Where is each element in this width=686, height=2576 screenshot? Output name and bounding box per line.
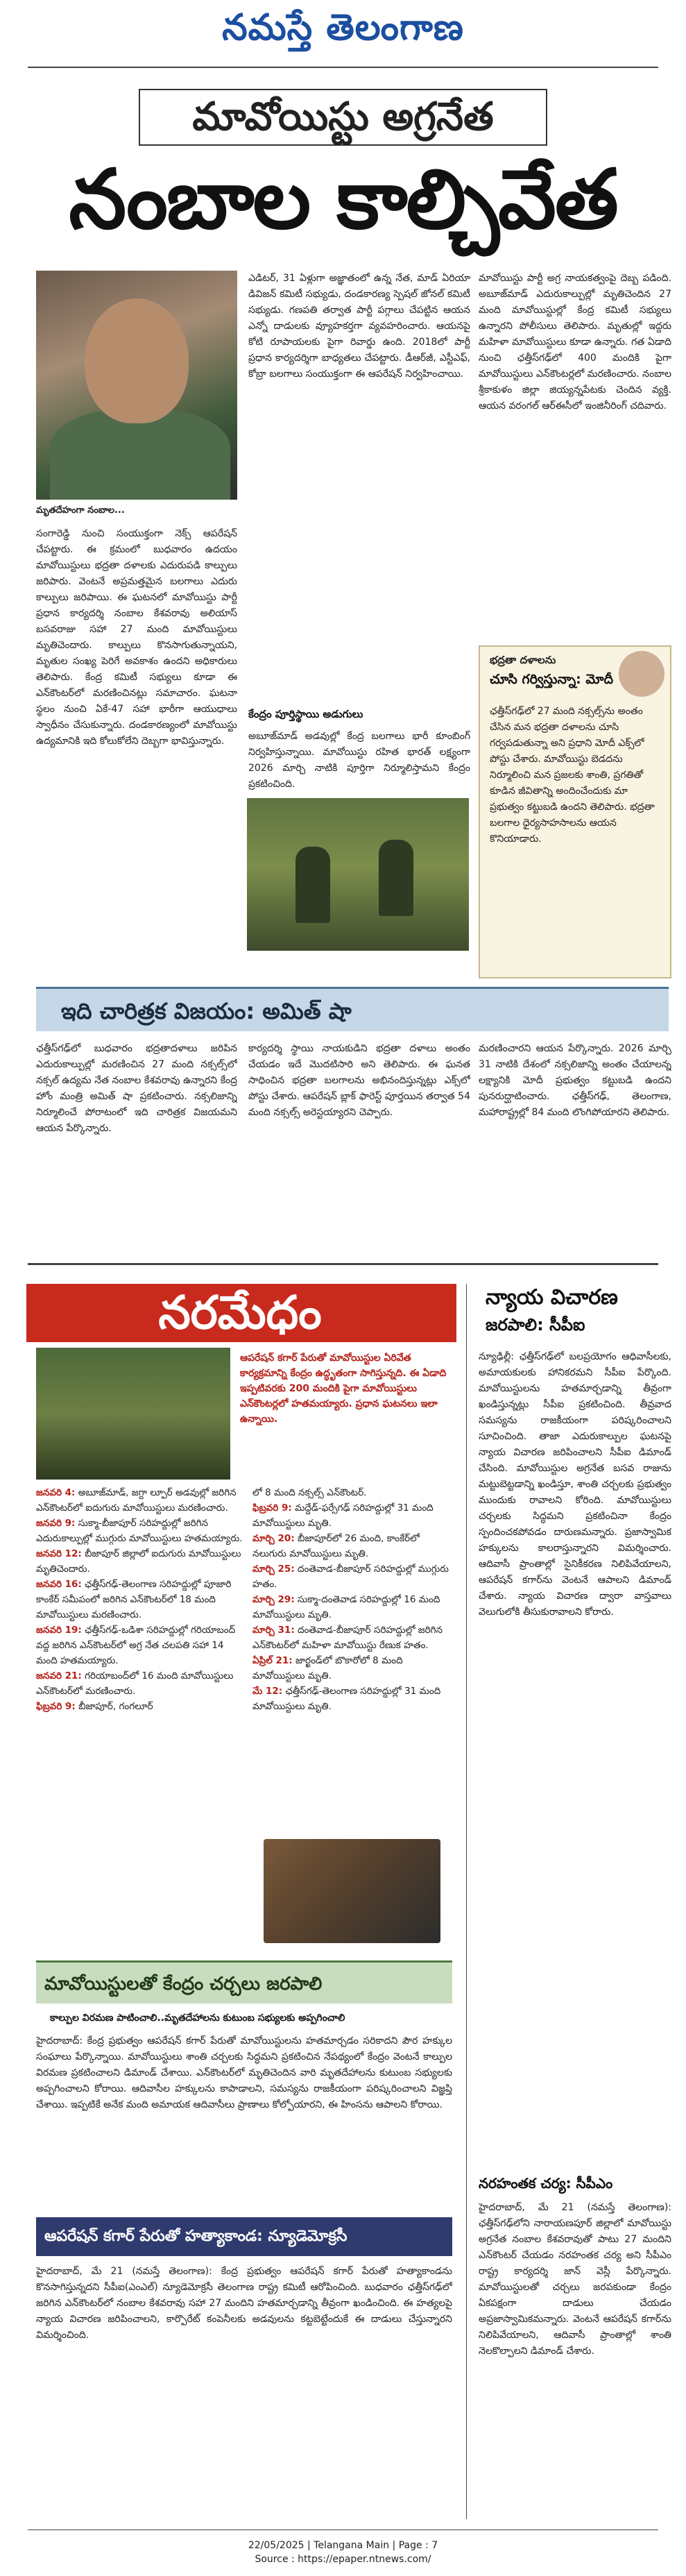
modi-body: ఛత్తీస్‌గఢ్‌లో 27 మంది నక్సల్స్‌ను అంతం చేసిన మన భద్రతా దళాలను చూసి గర్వపడుతున్నా అని ప్రధాని మోదీ ఎక్స్‌లో పోస్టు చేశారు. మావోయిస్టు బెడదను నిర్మూలించి మన ప్రజలకు శాంతి, ప్రగతితో కూడిన జీవితాన్ని అందించేందుకు మా ప్రభుత్వం కట్టుబడి ఉందని తెలిపారు. భద్రతా బలగాల ధైర్యసాహసాలను ఆయన కొనియాడారు. bbox=[490, 706, 655, 845]
photo-face-shape bbox=[85, 298, 189, 423]
lead-subheading: కేంద్రం పూర్తిస్థాయి అడుగులు bbox=[248, 708, 363, 720]
narmedham-headline: నరమేధం bbox=[158, 1286, 322, 1339]
nambala-photo bbox=[36, 271, 237, 500]
timeline-entry: మే 12: ఛత్తీస్‌గఢ్-తెలంగాణ సరిహద్దుల్లో 31 మంది మావోయిస్టులు మృతి. bbox=[252, 1686, 441, 1712]
amit-column-1: ఛత్తీస్‌గఢ్‌లో బుధవారం భద్రతాదళాలు జరిపిన ఎదురుకాల్పుల్లో మరణించిన 27 మంది నక్సల్స్‌లో నక్సల్ ఉద్యమ నేత నంబాల కేశవరావు ఉన్నారని కేంద్ర హోం మంత్రి అమిత్ షా ప్రకటించారు. నక్సలిజాన్ని నిర్మూలించే పోరాటంలో ఇది చారిత్రక విజయమని ఆయన పేర్కొన్నారు. bbox=[36, 1043, 237, 1134]
timeline-entry: ఫిబ్రవరి 9: బీజాపూర్, గంగలూర్ bbox=[36, 1701, 153, 1712]
modi-box bbox=[479, 645, 671, 978]
amit-column-3: మరణించారని ఆయన పేర్కొన్నారు. 2026 మార్చి 31 నాటికి దేశంలో నక్సలిజాన్ని అంతం చేయాలన్న లక్ష్యానికి మోదీ ప్రభుత్వం కట్టుబడి ఉందని పునరుద్ఘాటించారు. ఛత్తీస్‌గఢ్, తెలంగాణ, మహారాష్ట్రల్లో 84 మంది లొంగిపోయారని తెలిపారు. bbox=[479, 1043, 671, 1118]
kagar-headline: ఆపరేషన్ కగార్ పేరుతో హత్యాకాండ: న్యూడెమోక్రసీ bbox=[44, 2228, 348, 2245]
timeline-entry: జనవరి 21: గరియాబంద్‌లో 16 మంది మావోయిస్టులు ఎన్‌కౌంటర్‌లో మరణించారు. bbox=[36, 1670, 234, 1697]
modi-kicker: భద్రతా దళాలను bbox=[490, 654, 556, 666]
narmedham-intro: ఆపరేషన్ కగార్ పేరుతో మావోయిస్టుల ఏరివేత కార్యక్రమాన్ని కేంద్రం ఉద్ధృతంగా సాగిస్తున్నది. ఈ ఏడాది ఇప్పటివరకు 200 మందికి పైగా మావోయిస్టులు ఎన్‌కౌంటర్లలో హతమయ్యారు. ప్రధాన ఘటనలు ఇలా ఉన్నాయి. bbox=[240, 1353, 447, 1425]
amit-column-2: కార్యదర్శి స్థాయి నాయకుడిని భద్రతా దళాలు అంతం చేయడం ఇదే మొదటిసారి అని తెలిపారు. ఈ ఘనత సాధించిన భద్రతా బలగాలను అభినందిస్తున్నట్లు ఎక్స్‌లో పోస్టు చేశారు. ఆపరేషన్ బ్లాక్ ఫారెస్ట్ పూర్తయిన తర్వాత 54 మంది నక్సల్స్ అరెస్టయ్యారని చెప్పారు. bbox=[248, 1043, 470, 1118]
timeline-right bbox=[252, 1485, 454, 1832]
lead-headline: నంబాల కాల్చివేత bbox=[69, 151, 617, 247]
timeline-entry: జనవరి 9: సుక్మా-బీజాపూర్ సరిహద్దుల్లో జరిగిన ఎదురుకాల్పుల్లో ముగ్గురు మావోయిస్టులు హతమయ్యారు. bbox=[36, 1518, 243, 1544]
nyaya-body: న్యూఢిల్లీ: ఛత్తీస్‌గఢ్‌లో బలప్రయోగం ఆధివాసీలకు, అమాయకులకు హానికరమని సీపీఐ పేర్కొంది. మావోయిస్టులను హతమార్చడాన్ని తీవ్రంగా ఖండిస్తున్నట్లు సీపీఐ ప్రకటించింది. తీవ్రవాద సమస్యను రాజకీయంగా పరిష్కరించాలని సూచించింది. తాజా ఎదురుకాల్పుల ఘటనపై న్యాయ విచారణ జరిపించాలని సీపీఐ డిమాండ్ చేసింది. మావోయిస్టుల అగ్రనేత బసవ రాజును మట్టుబెట్టడాన్ని ఖండిస్తూ, శాంతి చర్చలకు ప్రభుత్వం ముందుకు రావాలని కోరింది. మావోయిస్టులు చర్చలకు సిద్ధమని ప్రకటించినా కేంద్రం స్పందించకపోవడం దారుణమన్నారు. ప్రజాస్వామిక హక్కులను కాలరాస్తున్నారని విమర్శించారు. ఆదివాసీ ప్రాంతాల్లో సైనికీకరణ నిలిపివేయాలని, ఆపరేషన్ కగార్‌ను వెంటనే ఆపాలని డిమాండ్ చేశారు. న్యాయ విచారణ ద్వారా వాస్తవాలు వెలుగులోకి తీసుకురావాలని కోరారు. bbox=[479, 1351, 671, 1618]
newspaper-name: నమస్తే తెలంగాణ bbox=[222, 7, 464, 49]
timeline-entry: జనవరి 19: ఛత్తీస్‌గఢ్-ఒడిశా సరిహద్దుల్లో గరియాబంద్ వద్ద జరిగిన ఎన్‌కౌంటర్‌లో అగ్ర నేత చలపతి సహా 14 మంది హతమయ్యారు. bbox=[36, 1625, 236, 1666]
modi-portrait bbox=[619, 651, 664, 697]
encounter-photo bbox=[36, 1348, 230, 1480]
talks-headline: మావోయిస్టులతో కేంద్రం చర్చలు జరపాలి bbox=[44, 1974, 323, 1994]
nyaya-heading bbox=[479, 1284, 671, 1339]
timeline-entry: మార్చి 20: బీజాపూర్‌లో 26 మంది, కాంకేర్‌లో నలుగురు మావోయిస్టులు మృతి. bbox=[252, 1533, 420, 1559]
timeline-entry: ఫిబ్రవరి 9: మద్దేడ్-ఫర్సేగఢ్ సరిహద్దుల్లో 31 మంది మావోయిస్టులు మృతి. bbox=[252, 1502, 434, 1529]
amit-shah-headline: ఇది చారిత్రక విజయం: అమిత్ షా bbox=[61, 998, 352, 1024]
page-footer bbox=[0, 2539, 686, 2576]
lead-column-3: మావోయిస్టు పార్టీ అగ్ర నాయకత్వంపై దెబ్బ పడింది. అబూజ్‌మాడ్ ఎదురుకాల్పుల్లో మృతిచెందిన 27 మంది మావోయిస్టుల్లో కేంద్ర కమిటీ సభ్యులు ఉన్నారని పోలీసులు తెలిపారు. మృతుల్లో ఇద్దరు మహిళా మావోయిస్టులు కూడా ఉన్నారు. గత ఏడాది నుంచి ఛత్తీస్‌గఢ్‌లో 400 మందికి పైగా మావోయిస్టులు ఎన్‌కౌంటర్లలో మరణించారు. నంబాల శ్రీకాకుళం జిల్లా జియ్యన్నపేటకు చెందిన వ్యక్తి. ఆయన వరంగల్ ఆర్ఈసీలో ఇంజినీరింగ్ చదివారు. bbox=[479, 273, 671, 412]
timeline-entry: మార్చి 25: దంతెవాడ-బీజాపూర్ సరిహద్దుల్లో ముగ్గురు హతం. bbox=[252, 1564, 449, 1590]
security-forces-photo bbox=[247, 798, 469, 951]
lead-column-1: సంగారెడ్డి నుంచి సంయుక్తంగా నెక్స్ ఆపరేషన్ చేపట్టారు. ఈ క్రమంలో బుధవారం ఉదయం మావోయిస్టులు భద్రతా దళాలకు ఎదురుపడి కాల్పులు జరిపారు. వెంటనే అప్రమత్తమైన బలగాలు ఎదురు కాల్పులు జరిపాయి. ఈ ఘటనలో మావోయిస్టు పార్టీ ప్రధాన కార్యదర్శి నంబాల కేశవరావు అలియాస్ బసవరాజు సహా 27 మంది మావోయిస్టులు మృతిచెందారు. కాల్పులు కొనసాగుతున్నాయని, మృతుల సంఖ్య పెరిగే అవకాశం ఉందని అధికారులు తెలిపారు. కేంద్ర కమిటీ సభ్యులు కూడా ఈ ఎన్‌కౌంటర్‌లో మరణించినట్లు సమాచారం. ఘటనా స్థలం నుంచి ఏకే-47 సహా భారీగా ఆయుధాలు స్వాధీనం చేసుకున్నారు. దండకారణ్యంలో మావోయిస్టు ఉద్యమానికి ఇది కోలుకోలేని దెబ్బగా భావిస్తున్నారు. bbox=[36, 528, 237, 747]
soldier-figure bbox=[379, 840, 413, 916]
cpm-headline: నరహంతక చర్య: సీపీఎం bbox=[479, 2175, 613, 2192]
photo-caption: మృతదేహంగా నంబాల... bbox=[36, 505, 125, 516]
timeline-entry: మార్చి 29: సుక్మా-దంతెవాడ సరిహద్దుల్లో 16 మంది మావోయిస్టులు మృతి. bbox=[252, 1594, 440, 1620]
kagar-band bbox=[36, 2217, 452, 2256]
talks-band bbox=[36, 1960, 452, 2003]
timeline-entry: మార్చి 31: దంతెవాడ-బీజాపూర్ సరిహద్దుల్లో జరిగిన ఎన్‌కౌంటర్‌లో మహిళా మావోయిస్టు రేణుక హతం. bbox=[252, 1625, 443, 1651]
timeline-entry: జనవరి 12: బీజాపూర్ జిల్లాలో ఐదుగురు మావోయిస్టులు మృతిచెందారు. bbox=[36, 1548, 241, 1575]
lead-kicker: మావోయిస్టు అగ్రనేత bbox=[139, 89, 547, 146]
weapons-photo bbox=[264, 1839, 440, 1943]
nyaya-subhead: జరపాలి: సీపీఐ bbox=[486, 1315, 585, 1334]
narmedham-band bbox=[26, 1284, 456, 1342]
soldier-figure bbox=[295, 847, 330, 923]
masthead bbox=[0, 0, 686, 56]
timeline-entry: ఏప్రిల్ 21: జార్ఖండ్‌లో బొకారోలో 8 మంది మావోయిస్టులు మృతి. bbox=[252, 1655, 403, 1681]
cpm-body: హైదరాబాద్, మే 21 (నమస్తే తెలంగాణ): ఛత్తీస్‌గఢ్‌లోని నారాయణపూర్ జిల్లాలో మావోయిస్టు అగ్రనేత నంబాల కేశవరావుతో పాటు 27 మందిని ఎన్‌కౌంటర్ చేయడం నరహంతక చర్య అని సీపీఎం రాష్ట్ర కార్యదర్శి జాన్ వెస్లీ పేర్కొన్నారు. మావోయిస్టులతో చర్చలు జరపకుండా కేంద్రం ఏకపక్షంగా దాడులు చేయడం అప్రజాస్వామికమన్నారు. వెంటనే ఆపరేషన్ కగార్‌ను నిలిపివేయాలని, ఆదివాసీ ప్రాంతాల్లో శాంతి నెలకొల్పాలని డిమాండ్ చేశారు. bbox=[479, 2202, 671, 2357]
column-divider bbox=[466, 1284, 467, 2519]
timeline-entry: లో 8 మంది నక్సల్స్ ఎన్‌కౌంటర్. bbox=[252, 1487, 367, 1498]
footer-date-line: 22/05/2025 | Telangana Main | Page : 7 bbox=[248, 2540, 438, 2551]
timeline-entry: జనవరి 16: ఛత్తీస్‌గఢ్-తెలంగాణ సరిహద్దుల్లో పూజారి కాంకేర్ సమీపంలో జరిగిన ఎన్‌కౌంటర్‌లో 18 మంది మావోయిస్టులు మరణించారు. bbox=[36, 1579, 232, 1620]
lead-column-2b: అబూజ్‌మాడ్ అడవుల్లో కేంద్ర బలగాలు భారీ కూంబింగ్ నిర్వహిస్తున్నాయి. మావోయిస్టు రహిత భారత్ లక్ష్యంగా 2026 మార్చి నాటికి పూర్తిగా నిర్మూలిస్తామని కేంద్రం ప్రకటించింది. bbox=[248, 731, 470, 790]
amit-shah-band bbox=[36, 987, 669, 1031]
masthead-rule bbox=[28, 67, 658, 68]
talks-subheading: కాల్పుల విరమణ పాటించాలి..మృతదేహాలను కుటుంబ సభ్యులకు అప్పగించాలి bbox=[50, 2012, 345, 2024]
lead-column-2: ఎడిటర్, 31 ఏళ్లుగా అజ్ఞాతంలో ఉన్న నేత, మాడ్ ఏరియా డివిజన్ కమిటీ సభ్యుడు, దండకారణ్య స్పెషల్ జోనల్ కమిటీ సభ్యుడు. గణపతి తర్వాత పార్టీ పగ్గాలు చేపట్టిన ఆయన ఎన్నో దాడులకు వ్యూహకర్తగా వ్యవహరించారు. ఆయనపై కోటి రూపాయలకు పైగా రివార్డు ఉంది. 2018లో పార్టీ ప్రధాన కార్యదర్శిగా బాధ్యతలు చేపట్టారు. డీఆర్‌జీ, ఎస్టీఎఫ్, కోబ్రా బలగాలు సంయుక్తంగా ఈ ఆపరేషన్‌ నిర్వహించాయి. bbox=[248, 273, 470, 380]
modi-headline: చూసి గర్విస్తున్నా: మోదీ bbox=[490, 672, 613, 687]
nyaya-kicker: న్యాయ విచారణ bbox=[486, 1285, 618, 1310]
kagar-body: హైదరాబాద్, మే 21 (నమస్తే తెలంగాణ): కేంద్ర ప్రభుత్వం ఆపరేషన్ కగార్ పేరుతో హత్యాకాండను కొనసాగిస్తున్నదని సీపీఐ(ఎంఎల్) న్యూడెమోక్రసీ తెలంగాణ రాష్ట్ర కమిటీ ఆరోపించింది. బుధవారం ఛత్తీస్‌గఢ్‌లో జరిగిన ఎన్‌కౌంటర్‌లో నంబాల కేశవరావు సహా 27 మందిని హతమార్చడాన్ని తీవ్రంగా ఖండించింది. ఈ హత్యలపై న్యాయ విచారణ జరిపించాలని, కార్పొరేట్ కంపెనీలకు అడవులను కట్టబెట్టేందుకే ఈ దాడులు చేస్తున్నారని విమర్శించింది. bbox=[36, 2266, 452, 2341]
timeline-entry: జనవరి 4: అబూజ్‌మాడ్, జగ్దా ల్పూర్‌ అడవుల్లో జరిగిన ఎన్‌కౌంటర్‌లో ఐదుగురు మావోయిస్టులు మరణించారు. bbox=[36, 1487, 237, 1514]
talks-body: హైదరాబాద్‌: కేంద్ర ప్రభుత్వం ఆపరేషన్ కగార్ పేరుతో మావోయిస్టులను హతమార్చడం సరికాదని పౌర హక్కుల సంఘాలు పేర్కొన్నాయి. మావోయిస్టులు శాంతి చర్చలకు సిద్ధమని ప్రకటించిన నేపథ్యంలో కేంద్రం వెంటనే కాల్పుల విరమణ ప్రకటించాలని డిమాండ్ చేశాయి. ఎన్‌కౌంటర్‌లో మృతిచెందిన వారి మృతదేహాలను కుటుంబ సభ్యులకు అప్పగించాలని కోరాయి. ఆదివాసీల హక్కులను కాపాడాలని, సమస్యను రాజకీయంగా పరిష్కరించాలని విజ్ఞప్తి చేశాయి. ఇప్పటికే అనేక మంది అమాయక ఆదివాసీలు ప్రాణాలు కోల్పోయారని, ఈ హింసను ఆపాలని కోరాయి. bbox=[36, 2035, 452, 2110]
footer-source-line: Source : https://epaper.ntnews.com/ bbox=[255, 2554, 431, 2565]
section-divider bbox=[28, 1263, 658, 1265]
timeline-left bbox=[36, 1485, 244, 1950]
